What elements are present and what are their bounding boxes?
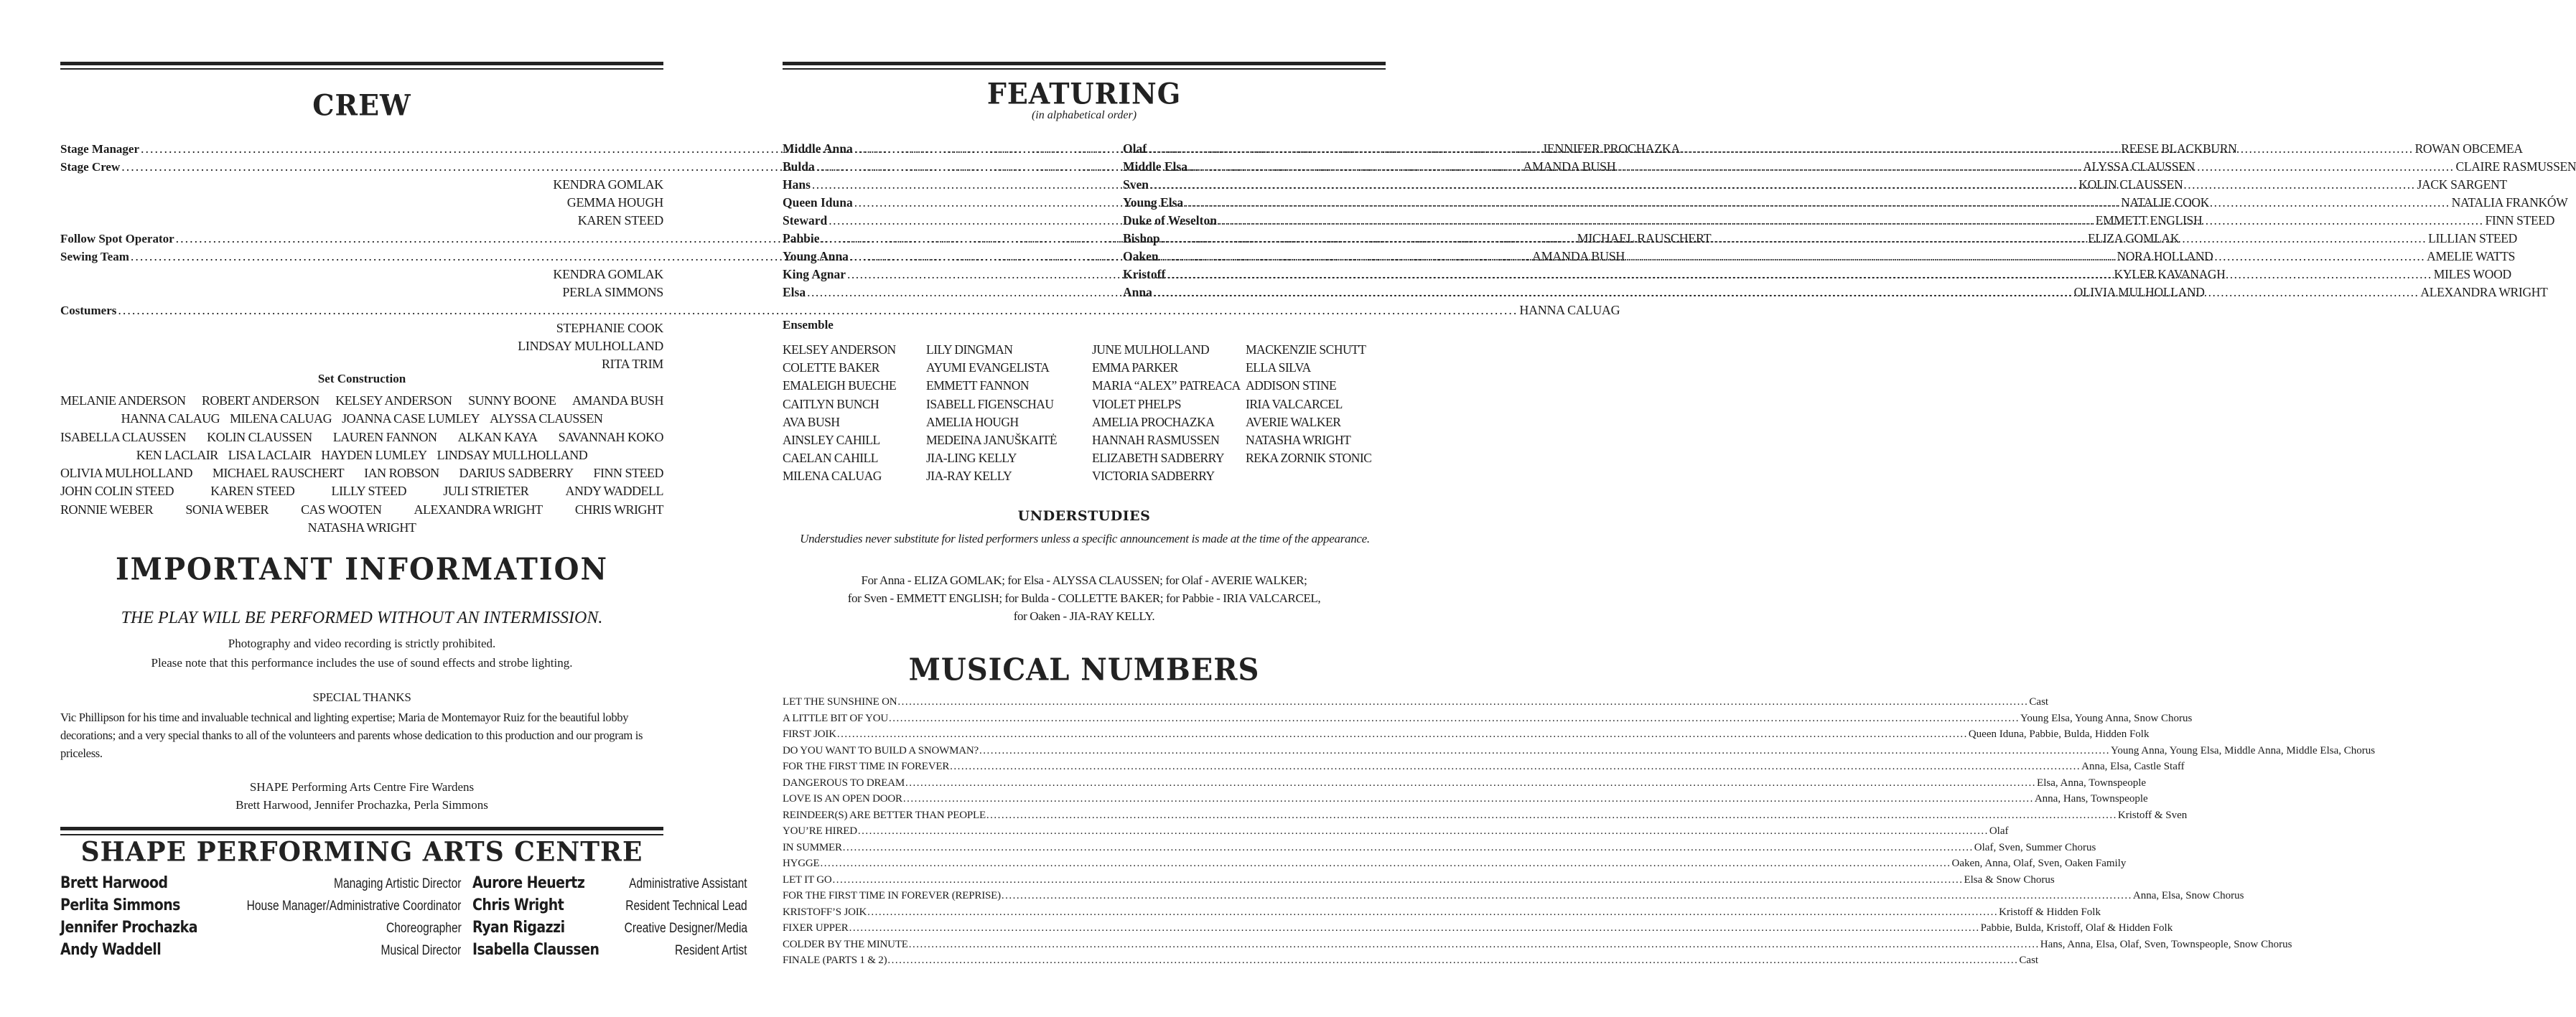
- cast-actor: AMELIE WATTS: [2427, 249, 2516, 263]
- leader-dots: [979, 743, 2110, 759]
- musical-number-row: [783, 937, 2292, 953]
- staff-member: [472, 874, 747, 896]
- crew-role: Follow Spot Operator: [60, 232, 174, 245]
- set-construction-name: SUNNY BOONE: [468, 393, 556, 408]
- staff-list: [60, 874, 747, 963]
- ensemble-member: MACKENZIE SCHUTT: [1246, 342, 1366, 357]
- set-construction-name: NATASHA WRIGHT: [307, 520, 416, 535]
- song-performers: Anna, Elsa, Castle Staff: [2081, 761, 2185, 772]
- song-performers: Anna, Hans, Townspeople: [2034, 793, 2148, 805]
- crew-role: Costumers: [60, 304, 117, 317]
- song-performers: Hans, Anna, Elsa, Olaf, Sven, Townspeople, Snow Chorus: [2040, 938, 2292, 950]
- song-title: IN SUMMER: [783, 841, 842, 853]
- song-performers: Kristoff & Hidden Folk: [1999, 906, 2101, 918]
- set-construction-name: KOLIN CLAUSSEN: [207, 429, 312, 444]
- song-performers: Olaf, Sven, Summer Chorus: [1974, 841, 2096, 853]
- cast-actor: CLAIRE RASMUSSEN: [2455, 159, 2576, 174]
- ensemble-member: AMELIA HOUGH: [926, 414, 1019, 429]
- ensemble-member: MEDEINA JANUŠKAITĖ: [926, 433, 1058, 448]
- special-thanks-text: Vic Phillipson for his time and invaluable technical and lighting expertise; Maria de Montemayor Ruiz for the beautiful lobby decorations; and a very special thanks to all of the volunteers and parents whose dedication to this production and our program is priceless.: [60, 711, 643, 760]
- musical-number-row: [783, 807, 2188, 824]
- set-construction-name: ALEXANDRA WRIGHT: [414, 502, 543, 517]
- set-construction-name: ANDY WADDELL: [565, 484, 663, 499]
- cast-role: Queen Iduna: [783, 195, 853, 210]
- set-construction-name: KELSEY ANDERSON: [335, 393, 452, 408]
- leader-dots: [858, 823, 1989, 840]
- featuring-title: FEATURING: [986, 76, 1182, 111]
- set-construction-name: ISABELLA CLAUSSEN: [60, 429, 187, 444]
- understudies-line-3: for Oaken - JIA-RAY KELLY.: [1013, 609, 1155, 623]
- ensemble-column: [1246, 341, 1386, 486]
- musical-number-row: [783, 694, 2049, 711]
- crew-name: HANNA CALUAG: [1519, 303, 1620, 317]
- cast-role: Kristoff: [1123, 267, 1166, 281]
- cast-role: Hans: [783, 177, 811, 192]
- crew-name: AMANDA BUSH: [1531, 249, 1625, 263]
- set-construction-line: [60, 501, 663, 519]
- ensemble-member: JUNE MULHOLLAND: [1092, 342, 1210, 357]
- understudies-line-1: For Anna - ELIZA GOMLAK; for Elsa - ALYSSA CLAUSSEN; for Olaf - AVERIE WALKER;: [861, 573, 1307, 587]
- ensemble-member: ELIZABETH SADBERRY: [1092, 451, 1224, 466]
- leader-dots: [1189, 158, 2455, 176]
- set-construction-line: [60, 410, 663, 428]
- ensemble-member: AVERIE WALKER: [1246, 414, 1341, 429]
- set-construction-name: HANNA CALAUG: [121, 411, 220, 426]
- musical-number-row: [783, 711, 2193, 727]
- set-construction-name: SAVANNAH KOKO: [558, 429, 663, 444]
- leader-dots: [1002, 888, 2132, 904]
- song-performers: Kristoff & Sven: [2117, 809, 2188, 821]
- crew-title: CREW: [312, 88, 411, 123]
- ensemble-member: EMALEIGH BUECHE: [783, 378, 897, 393]
- set-construction-name: LINDSAY MULLHOLLAND: [437, 447, 588, 462]
- top-rule: [60, 62, 663, 70]
- cast-role: Pabbie: [783, 231, 820, 245]
- leader-dots: [897, 694, 2028, 711]
- crew-row: [60, 301, 1620, 319]
- ensemble-member: LILY DINGMAN: [926, 342, 1013, 357]
- staff-role: Creative Designer/Media: [624, 921, 747, 936]
- crew-name: STEPHANIE COOK: [556, 321, 663, 335]
- song-title: FOR THE FIRST TIME IN FOREVER: [783, 761, 950, 772]
- set-construction-list: [60, 392, 663, 537]
- staff-role: Managing Artistic Director: [333, 876, 462, 891]
- leader-dots: [832, 872, 1963, 889]
- ensemble-title: Ensemble: [783, 318, 834, 332]
- set-construction-name: RONNIE WEBER: [60, 502, 154, 517]
- leader-dots: [821, 856, 1951, 872]
- song-title: LOVE IS AN OPEN DOOR: [783, 793, 902, 805]
- leader-dots: [843, 840, 1974, 856]
- cast-actor: ALYSSA CLAUSSEN: [2083, 159, 2195, 174]
- set-construction-name: ROBERT ANDERSON: [202, 393, 319, 408]
- staff-name: Andy Waddell: [60, 941, 162, 959]
- set-construction-name: MELANIE ANDERSON: [60, 393, 186, 408]
- staff-role: Resident Artist: [675, 943, 747, 958]
- cast-role: Sven: [1123, 177, 1149, 192]
- staff-member: [472, 919, 747, 941]
- song-performers: Olaf: [1989, 825, 2009, 837]
- staff-name: Jennifer Prochazka: [60, 919, 198, 937]
- ensemble-column: [926, 341, 1092, 486]
- ensemble-member: AINSLEY CAHILL: [783, 433, 880, 448]
- musical-number-row: [783, 791, 2148, 807]
- cast-role: Elsa: [783, 285, 806, 299]
- song-performers: Anna, Elsa, Snow Chorus: [2132, 890, 2244, 901]
- song-performers: Pabbie, Bulda, Kristoff, Olaf & Hidden Folk: [1980, 922, 2173, 934]
- ensemble-member: COLETTE BAKER: [783, 360, 879, 375]
- song-performers: Oaken, Anna, Olaf, Sven, Oaken Family: [1951, 858, 2127, 869]
- ensemble-member: JIA-LING KELLY: [926, 451, 1017, 466]
- song-title: REINDEER(S) ARE BETTER THAN PEOPLE: [783, 809, 986, 821]
- set-construction-name: OLIVIA MULHOLLAND: [60, 466, 192, 481]
- leader-dots: [867, 904, 1998, 921]
- understudies-note: Understudies never substitute for listed performers unless a specific announcement is made at the time of the appearance.: [800, 532, 1370, 545]
- leader-dots: [1185, 194, 2450, 212]
- cast-actor: ALEXANDRA WRIGHT: [2420, 285, 2548, 299]
- song-title: FIXER UPPER: [783, 922, 849, 934]
- ensemble-member: EMMA PARKER: [1092, 360, 1178, 375]
- cast-actor: FINN STEED: [2485, 213, 2555, 228]
- set-construction-name: AMANDA BUSH: [571, 393, 663, 408]
- cast-actor: OLIVIA MULHOLLAND: [2073, 285, 2205, 299]
- cast-role: Steward: [783, 213, 828, 228]
- set-construction-name: LILLY STEED: [331, 484, 407, 499]
- ensemble-member: JIA-RAY KELLY: [926, 469, 1012, 484]
- leader-dots: [1150, 176, 2416, 194]
- set-construction-line: [60, 446, 663, 464]
- staff-role: Musical Director: [381, 943, 462, 958]
- leader-dots: [1148, 140, 2414, 158]
- set-construction-name: SONIA WEBER: [185, 502, 269, 517]
- cast-actor: KOLIN CLAUSSEN: [2078, 177, 2183, 192]
- ensemble-member: CAITLYN BUNCH: [783, 396, 879, 411]
- leader-dots: [909, 937, 2040, 953]
- top-rule-right: [783, 62, 1386, 70]
- musical-number-row: [783, 872, 2055, 889]
- set-construction-name: IAN ROBSON: [364, 466, 439, 481]
- staff-role: Administrative Assistant: [629, 876, 747, 891]
- leader-dots: [950, 759, 2081, 775]
- ensemble-list: [783, 341, 1386, 486]
- shape-title: SHAPE PERFORMING ARTS CENTRE: [80, 835, 643, 868]
- song-title: FOR THE FIRST TIME IN FOREVER (REPRISE): [783, 890, 1001, 901]
- musical-number-row: [783, 823, 2009, 840]
- set-construction-name: ALKAN KAYA: [457, 429, 538, 444]
- cast-role: Middle Elsa: [1123, 159, 1187, 174]
- musical-numbers-title: MUSICAL NUMBERS: [908, 652, 1260, 688]
- staff-member: [60, 874, 461, 896]
- set-construction-name: MILENA CALUAG: [230, 411, 332, 426]
- set-construction-name: CHRIS WRIGHT: [574, 502, 663, 517]
- cast-actor: LILLIAN STEED: [2428, 231, 2517, 245]
- musical-number-row: [783, 840, 2096, 856]
- leader-dots: [887, 952, 2018, 969]
- ensemble-member: HANNAH RASMUSSEN: [1092, 433, 1220, 448]
- cast-actor: MILES WOOD: [2433, 267, 2511, 281]
- leader-dots: [889, 711, 2020, 727]
- set-construction-name: JOHN COLIN STEED: [60, 484, 174, 499]
- staff-name: Perlita Simmons: [60, 896, 180, 914]
- ensemble-member: AYUMI EVANGELISTA: [926, 360, 1050, 375]
- ensemble-member: IRIA VALCARCEL: [1246, 396, 1343, 411]
- set-construction-name: JOANNA CASE LUMLEY: [342, 411, 480, 426]
- set-construction-line: [60, 482, 663, 500]
- cast-actor: NATALIE COOK: [2121, 195, 2210, 210]
- ensemble-column: [783, 341, 926, 486]
- crew-name: PERLA SIMMONS: [562, 285, 663, 299]
- musical-numbers-list: [783, 694, 2376, 969]
- featuring-subtitle: (in alphabetical order): [1031, 109, 1137, 121]
- fire-wardens-names: Brett Harwood, Jennifer Prochazka, Perla Simmons: [235, 798, 488, 812]
- musical-number-row: [783, 904, 2101, 921]
- crew-name: KENDRA GOMLAK: [553, 177, 663, 192]
- staff-member: [472, 896, 747, 919]
- song-title: DO YOU WANT TO BUILD A SNOWMAN?: [783, 744, 979, 756]
- leader-dots: [986, 807, 2117, 824]
- musical-number-row: [783, 920, 2173, 937]
- ensemble-member: ISABELL FIGENSCHAU: [926, 396, 1054, 411]
- cast-role: Young Anna: [783, 249, 849, 263]
- cast-role: Oaken: [1123, 249, 1159, 263]
- song-title: FINALE (PARTS 1 & 2): [783, 955, 887, 966]
- ensemble-member: ADDISON STINE: [1246, 378, 1337, 393]
- ensemble-member: VIOLET PHELPS: [1092, 396, 1181, 411]
- sound-effects-note: Please note that this performance includes the use of sound effects and strobe lighting.: [151, 656, 573, 670]
- set-construction-line: [60, 519, 663, 537]
- shape-rule-thin: [60, 834, 663, 835]
- staff-name: Aurore Heuertz: [472, 874, 585, 892]
- ensemble-member: MARIA “ALEX” PATREACA: [1092, 378, 1241, 393]
- set-construction-name: MICHAEL RAUSCHERT: [212, 466, 345, 481]
- leader-dots: [1218, 212, 2484, 230]
- set-construction-name: KAREN STEED: [210, 484, 295, 499]
- cast-actor: ROWAN OBCEMEA: [2414, 141, 2523, 156]
- song-performers: Young Anna, Young Elsa, Middle Anna, Middle Elsa, Chorus: [2110, 744, 2376, 756]
- song-title: LET IT GO: [783, 873, 832, 886]
- ensemble-member: KELSEY ANDERSON: [783, 342, 896, 357]
- song-title: A LITTLE BIT OF YOU: [783, 712, 889, 724]
- ensemble-member: VICTORIA SADBERRY: [1092, 469, 1215, 484]
- fire-wardens-title: SHAPE Performing Arts Centre Fire Wardens: [249, 780, 475, 794]
- cast-actor: REESE BLACKBURN: [2121, 141, 2237, 156]
- cast-role: Anna: [1123, 285, 1152, 299]
- set-construction-line: [60, 464, 663, 482]
- cast-actor: EMMETT ENGLISH: [2095, 213, 2203, 228]
- crew-name: MICHAEL RAUSCHERT: [1577, 231, 1712, 245]
- set-construction-name: LAUREN FANNON: [332, 429, 437, 444]
- understudies-title: UNDERSTUDIES: [1017, 508, 1151, 524]
- leader-dots: [1160, 248, 2426, 266]
- leader-dots: [1162, 230, 2427, 248]
- ensemble-member: EMMETT FANNON: [926, 378, 1030, 393]
- musical-number-row: [783, 952, 2039, 969]
- intermission-note: THE PLAY WILL BE PERFORMED WITHOUT AN INTERMISSION.: [121, 609, 603, 627]
- photography-note: Photography and video recording is strictly prohibited.: [228, 637, 496, 650]
- crew-name: LINDSAY MULHOLLAND: [518, 339, 663, 353]
- song-title: YOU’RE HIRED: [783, 825, 857, 837]
- set-construction-title: Set Construction: [317, 372, 406, 385]
- cast-role: Olaf: [1123, 141, 1147, 156]
- shape-rule-thick: [60, 827, 663, 830]
- staff-name: Chris Wright: [472, 896, 564, 914]
- cast-role: Bishop: [1123, 231, 1160, 245]
- set-construction-name: DARIUS SADBERRY: [459, 466, 574, 481]
- ensemble-member: ELLA SILVA: [1246, 360, 1311, 375]
- cast-role: Young Elsa: [1123, 195, 1184, 210]
- ensemble-member: AMELIA PROCHAZKA: [1092, 414, 1215, 429]
- song-title: KRISTOFF’S JOIK: [783, 906, 867, 918]
- staff-role: Resident Technical Lead: [625, 899, 747, 914]
- crew-role: Stage Manager: [60, 142, 140, 156]
- staff-name: Ryan Rigazzi: [472, 919, 566, 937]
- crew-name: KENDRA GOMLAK: [553, 267, 663, 281]
- cast-actor: KYLER KAVANAGH: [2114, 267, 2226, 281]
- staff-name: Isabella Claussen: [472, 941, 599, 959]
- cast-role: Middle Anna: [783, 141, 853, 156]
- musical-number-row: [783, 759, 2185, 775]
- leader-dots: [849, 920, 1980, 937]
- staff-member: [60, 919, 461, 941]
- important-info-title: IMPORTANT INFORMATION: [115, 551, 609, 588]
- leader-dots: [1167, 266, 2432, 283]
- ensemble-member: AVA BUSH: [783, 414, 840, 429]
- song-title: FIRST JOIK: [783, 728, 836, 740]
- cast-actor: NORA HOLLAND: [2117, 249, 2213, 263]
- set-construction-line: [60, 392, 663, 410]
- staff-member: [60, 941, 461, 963]
- understudies-line-2: for Sven - EMMETT ENGLISH; for Bulda - COLLETTE BAKER; for Pabbie - IRIA VALCARCEL,: [847, 591, 1321, 605]
- set-construction-name: ALYSSA CLAUSSEN: [490, 411, 603, 426]
- special-thanks-title: SPECIAL THANKS: [312, 690, 411, 704]
- cast-actor: JACK SARGENT: [2417, 177, 2507, 192]
- set-construction-name: KEN LACLAIR: [136, 447, 218, 462]
- musical-number-row: [783, 856, 2127, 872]
- set-construction-name: CAS WOOTEN: [301, 502, 382, 517]
- staff-name: Brett Harwood: [60, 874, 168, 892]
- set-construction-name: LISA LACLAIR: [228, 447, 312, 462]
- leader-dots: [903, 791, 2034, 807]
- song-title: HYGGE: [783, 858, 820, 869]
- song-performers: Elsa & Snow Chorus: [1964, 873, 2055, 886]
- crew-role: Sewing Team: [60, 250, 129, 263]
- staff-member: [472, 941, 747, 963]
- musical-number-row: [783, 775, 2147, 792]
- song-title: DANGEROUS TO DREAM: [783, 777, 905, 789]
- crew-name: KAREN STEED: [577, 213, 663, 228]
- ensemble-member: MILENA CALUAG: [783, 469, 882, 484]
- set-construction-name: FINN STEED: [593, 466, 663, 481]
- cast-role: Bulda: [783, 159, 815, 174]
- ensemble-member: NATASHA WRIGHT: [1246, 433, 1351, 448]
- cast-actor: NATALIA FRANKÓW: [2451, 195, 2568, 210]
- staff-role: House Manager/Administrative Coordinator: [246, 899, 462, 914]
- musical-number-row: [783, 888, 2244, 904]
- set-construction-line: [60, 428, 663, 446]
- staff-role: Choreographer: [386, 921, 462, 936]
- song-title: LET THE SUNSHINE ON: [783, 696, 897, 708]
- song-performers: Young Elsa, Young Anna, Snow Chorus: [2020, 712, 2193, 724]
- leader-dots: [905, 775, 2036, 792]
- set-construction-name: HAYDEN LUMLEY: [321, 447, 427, 462]
- song-performers: Queen Iduna, Pabbie, Bulda, Hidden Folk: [1968, 728, 2150, 740]
- crew-name: JENNIFER PROCHAZKA: [1542, 141, 1681, 156]
- leader-dots: [837, 726, 1968, 743]
- set-construction-name: JULI STRIETER: [443, 484, 529, 499]
- cast-role: King Agnar: [783, 267, 846, 281]
- ensemble-column: [1092, 341, 1246, 486]
- leader-dots: [1154, 283, 2419, 301]
- crew-name: GEMMA HOUGH: [566, 195, 663, 210]
- ensemble-member: CAELAN CAHILL: [783, 451, 878, 466]
- musical-number-row: [783, 743, 2376, 759]
- cast-role: Duke of Weselton: [1123, 213, 1217, 228]
- ensemble-member: REKA ZORNIK STONIC: [1246, 451, 1372, 466]
- crew-role: Stage Crew: [60, 160, 121, 174]
- song-performers: Cast: [2019, 955, 2039, 966]
- song-performers: Cast: [2029, 696, 2049, 708]
- musical-number-row: [783, 726, 2150, 743]
- crew-name: RITA TRIM: [601, 357, 663, 371]
- cast-actor: ELIZA GOMLAK: [2088, 231, 2180, 245]
- song-title: COLDER BY THE MINUTE: [783, 938, 908, 950]
- song-performers: Elsa, Anna, Townspeople: [2037, 777, 2147, 789]
- crew-name: AMANDA BUSH: [1523, 159, 1616, 174]
- staff-member: [60, 896, 461, 919]
